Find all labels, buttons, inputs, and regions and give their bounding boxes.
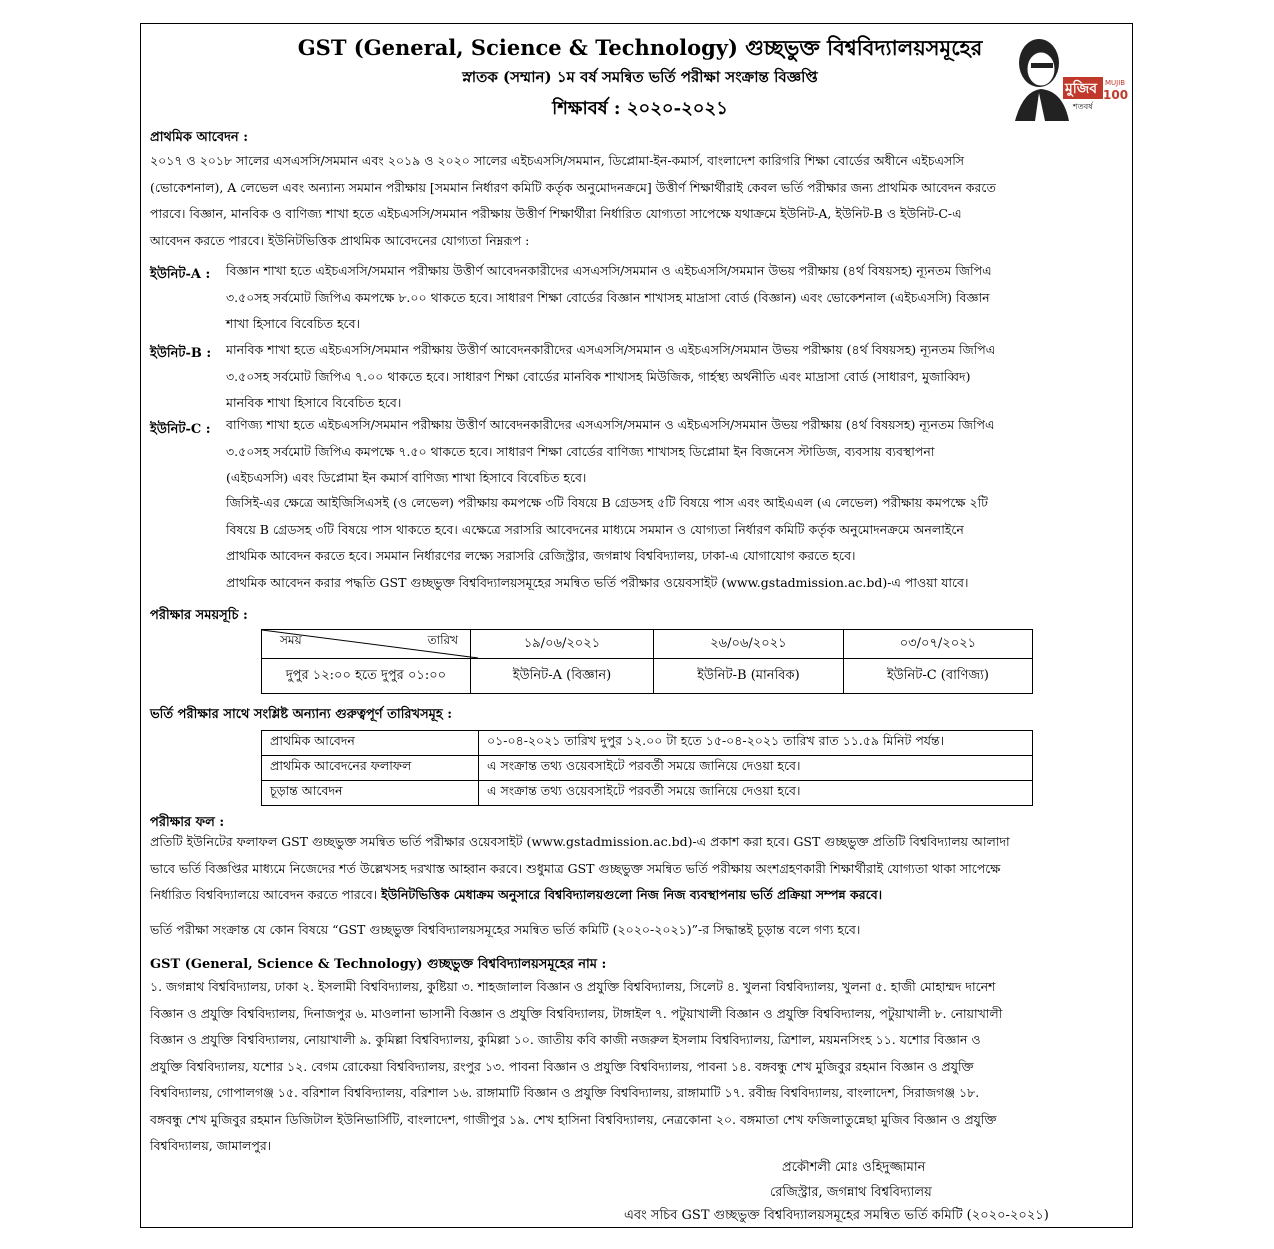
prelim-line: ২০১৭ ও ২০১৮ সালের এসএসসি/সমমান এবং ২০১৯ ও ২০২০ সালের এইচএসসি/সমমান, ডিপ্লোমা-ইন-কমার্স, বাংলাদেশ কারিগরি শিক্ষা বোর্ডের অধীনে এইচএসসি — [150, 153, 965, 168]
signatory-role: এবং সচিব GST গুচ্ছভুক্ত বিশ্ববিদ্যালয়সমূহের সমন্বিত ভর্তি কমিটি (২০২০-২০২১) — [624, 1208, 1049, 1223]
important-dates-heading: ভর্তি পরীক্ষার সাথে সংশ্লিষ্ট অন্যান্য গুরুত্বপূর্ণ তারিখসমূহ : — [150, 707, 453, 722]
schedule-corner-cell — [262, 630, 471, 659]
committee-decision: ভর্তি পরীক্ষা সংক্রান্ত যে কোন বিষয়ে “GST গুচ্ছভুক্ত বিশ্ববিদ্যালয়সমূহের সমন্বিত ভর্তি কমিটি (২০২০-২০২১)”-র সিদ্ধান্তই চূড়ান্ত বলে গণ্য হবে। — [150, 922, 861, 937]
university-line: বিশ্ববিদ্যালয়, গোপালগঞ্জ ১৫. বরিশাল বিশ্ববিদ্যালয়, বরিশাল ১৬. রাঙ্গামাটি বিজ্ঞান ও প্রযুক্তি বিশ্ববিদ্যালয়, রাঙ্গামাটি ১৭. রবীন্দ্র বিশ্ববিদ্যালয়, বাংলাদেশ, সিরাজগঞ্জ ১৮. — [150, 1085, 980, 1100]
universities-heading: GST (General, Science & Technology) গুচ্ছভুক্ত বিশ্ববিদ্যালয়সমূহের নাম : — [150, 957, 607, 972]
schedule-unit: ইউনিট-B (মানবিক) — [653, 659, 843, 694]
important-label: চূড়ান্ত আবেদন — [262, 781, 479, 806]
unit-a-label: ইউনিট-A : — [150, 267, 211, 282]
gce-line: বিষয়ে B গ্রেডসহ ৩টি বিষয়ে পাস থাকতে হবে। এক্ষেত্রে সরাসরি আবেদনের মাধ্যমে সমমান ও যোগ্যতা নির্ধারণ কমিটি কর্তৃক অনুমোদনক্রমে অনলাইনে — [226, 521, 964, 537]
svg-text:শতবর্ষ: শতবর্ষ — [1073, 102, 1093, 111]
important-label: প্রাথমিক আবেদনের ফলাফল — [262, 756, 479, 781]
result-line: ভাবে ভর্তি বিজ্ঞপ্তির মাধ্যমে নিজেদের শর্ত উল্লেখসহ দরখাস্ত আহ্বান করবে। শুধুমাত্র GST গুচ্ছভুক্ত সমন্বিত ভর্তি পরীক্ষায় অংশগ্রহণকারী শিক্ষার্থীরাই যোগ্যতা থাকা সাপেক্ষে — [150, 860, 1001, 876]
unit-a-line: শাখা হিসাবে বিবেচিত হবে। — [226, 316, 361, 331]
notice-title: GST (General, Science & Technology) গুচ্ছভুক্ত বিশ্ববিদ্যালয়সমূহের — [297, 35, 983, 60]
unit-b-line: ৩.৫০সহ সর্বমোট জিপিএ ৭.০০ থাকতে হবে। সাধারণ শিক্ষা বোর্ডের মানবিক শাখাসহ মিউজিক, গার্হস্থ্য অর্থনীতি এবং মাদ্রাসা বোর্ড (সাধারণ, মুজাব্বিদ) — [226, 368, 971, 384]
corner-date-label: তারিখ — [427, 633, 458, 647]
result-line: প্রতিটি ইউনিটের ফলাফল GST গুচ্ছভুক্ত সমন্বিত ভর্তি পরীক্ষার ওয়েবসাইট (www.gstadmission.ac.bd)-এ প্রকাশ করা হবে। GST গুচ্ছভুক্ত প্রতিটি বিশ্ববিদ্যালয় আলাদা — [150, 834, 1010, 849]
gce-paragraph — [226, 490, 1126, 596]
gce-line: জিসিই-এর ক্ষেত্রে আইজিসিএসই (ও লেভেল) পরীক্ষায় কমপক্ষে ৩টি বিষয়ে B গ্রেডসহ ৫টি বিষয়ে পাস এবং আইএএল (এ লেভেল) পরীক্ষায় কমপক্ষে ২টি — [226, 495, 988, 510]
university-line: বিজ্ঞান ও প্রযুক্তি বিশ্ববিদ্যালয়, দিনাজপুর ৬. মাওলানা ভাসানী বিজ্ঞান ও প্রযুক্তি বিশ্ববিদ্যালয়, টাঙ্গাইল ৭. পটুয়াখালী বিজ্ঞান ও প্রযুক্তি বিশ্ববিদ্যালয়, পটুয়াখালী ৮. নোয়াখালী — [150, 1005, 1003, 1021]
unit-c-line: বাণিজ্য শাখা হতে এইচএসসি/সমমান পরীক্ষায় উত্তীর্ণ আবেদনকারীদের এসএসসি/সমমান ও এইচএসসি/সমমান উভয় পরীক্ষায় (৪র্থ বিষয়সহ) ন্যূনতম জিপিএ — [226, 417, 995, 432]
university-line: বঙ্গবন্ধু শেখ মুজিবুর রহমান ডিজিটাল ইউনিভার্সিটি, বাংলাদেশ, গাজীপুর ১৯. শেখ হাসিনা বিশ্ববিদ্যালয়, নেত্রকোনা ২০. বঙ্গমাতা শেখ ফজিলাতুন্নেছা মুজিব বিজ্ঞান ও প্রযুক্তি — [150, 1111, 997, 1127]
signatory-name: প্রকৌশলী মোঃ ওহিদুজ্জামান — [782, 1160, 926, 1175]
notice-subtitle: স্নাতক (সম্মান) ১ম বর্ষ সমন্বিত ভর্তি পরীক্ষা সংক্রান্ত বিজ্ঞপ্তি — [462, 68, 818, 86]
important-label: প্রাথমিক আবেদন — [262, 731, 479, 756]
university-line: ১. জগন্নাথ বিশ্ববিদ্যালয়, ঢাকা ২. ইসলামী বিশ্ববিদ্যালয়, কুষ্টিয়া ৩. শাহজালাল বিজ্ঞান ও প্রযুক্তি বিশ্ববিদ্যালয়, সিলেট ৪. খুলনা বিশ্ববিদ্যালয়, খুলনা ৫. হাজী মোহাম্মদ দানেশ — [150, 979, 996, 994]
unit-b-line: মানবিক শাখা হতে এইচএসসি/সমমান পরীক্ষায় উত্তীর্ণ আবেদনকারীদের এসএসসি/সমমান ও এইচএসসি/সমমান উভয় পরীক্ষায় (৪র্থ বিষয়সহ) ন্যূনতম জিপিএ — [226, 342, 996, 357]
unit-c-label: ইউনিট-C : — [150, 422, 211, 437]
result-text: নির্ধারিত বিশ্ববিদ্যালয়ে আবেদন করতে পারবে। — [150, 887, 382, 902]
svg-text:MUJIB: MUJIB — [1105, 79, 1126, 87]
svg-text:100: 100 — [1103, 88, 1129, 102]
universities-list — [150, 974, 1126, 1160]
important-value: এ সংক্রান্ত তথ্য ওয়েবসাইটে পরবর্তী সময়ে জানিয়ে দেওয়া হবে। — [479, 756, 1033, 781]
important-value: ০১-০৪-২০২১ তারিখ দুপুর ১২.০০ টা হতে ১৫-০৪-২০২১ তারিখ রাত ১১.৫৯ মিনিট পর্যন্ত। — [479, 731, 1033, 756]
university-line: বিশ্ববিদ্যালয়, জামালপুর। — [150, 1138, 272, 1153]
gce-line: প্রাথমিক আবেদন করতে হবে। সমমান নির্ধারণের লক্ষ্যে সরাসরি রেজিস্ট্রার, জগন্নাথ বিশ্ববিদ্যালয়, ঢাকা-এ যোগাযোগ করতে হবে। — [226, 548, 856, 563]
unit-c-line: ৩.৫০সহ সর্বমোট জিপিএ কমপক্ষে ৭.৫০ থাকতে হবে। সাধারণ শিক্ষা বোর্ডের বাণিজ্য শাখাসহ ডিপ্লোমা ইন বিজনেস স্টাডিজ, ব্যবসায় ব্যবস্থাপনা — [226, 443, 935, 459]
university-line: বিজ্ঞান ও প্রযুক্তি বিশ্ববিদ্যালয়, নোয়াখালী ৯. কুমিল্লা বিশ্ববিদ্যালয়, কুমিল্লা ১০. জাতীয় কবি কাজী নজরুল ইসলাম বিশ্ববিদ্যালয়, ত্রিশাল, ময়মনসিংহ ১১. যশোর বিজ্ঞান ও — [150, 1032, 981, 1047]
signatory-title: রেজিস্ট্রার, জগন্নাথ বিশ্ববিদ্যালয় — [770, 1185, 932, 1200]
unit-b-text — [226, 337, 1126, 417]
unit-b-label: ইউনিট-B : — [150, 346, 212, 361]
schedule-heading: পরীক্ষার সময়সূচি : — [150, 608, 248, 623]
result-line-last — [150, 882, 1126, 909]
result-emphasis: ইউনিটভিত্তিক মেধাক্রম অনুসারে বিশ্ববিদ্যালয়গুলো নিজ নিজ ব্যবস্থাপনায় ভর্তি প্রক্রিয়া সম্পন্ন করবে। — [381, 887, 883, 902]
application-method: প্রাথমিক আবেদন করার পদ্ধতি GST গুচ্ছভুক্ত বিশ্ববিদ্যালয়সমূহের সমন্বিত ভর্তি পরীক্ষার ওয়েবসাইট (www.gstadmission.ac.bd)-এ পাওয়া যাবে। — [226, 574, 969, 590]
schedule-unit: ইউনিট-A (বিজ্ঞান) — [471, 659, 654, 694]
prelim-heading: প্রাথমিক আবেদন : — [150, 130, 248, 145]
academic-session: শিক্ষাবর্ষ : ২০২০-২০২১ — [552, 98, 728, 119]
portrait-icon — [1015, 39, 1069, 121]
corner-time-label: সময় — [280, 633, 302, 647]
unit-a-text — [226, 258, 1126, 338]
prelim-line: পারবে। বিজ্ঞান, মানবিক ও বাণিজ্য শাখা হতে এইচএসসি/সমমান পরীক্ষায় উত্তীর্ণ শিক্ষার্থীরা নির্ধারিত যোগ্যতা সাপেক্ষে যথাক্রমে ইউনিট-A, ইউনিট-B ও ইউনিট-C-এ — [150, 206, 962, 221]
schedule-date: ২৬/০৬/২০২১ — [653, 630, 843, 659]
schedule-table — [261, 629, 1033, 694]
prelim-line: আবেদন করতে পারবে। ইউনিটভিত্তিক প্রাথমিক আবেদনের যোগ্যতা নিম্নরূপ : — [150, 232, 530, 248]
svg-text:মুজিব: মুজিব — [1065, 81, 1098, 97]
prelim-line: (ভোকেশনাল), A লেভেল এবং অন্যান্য সমমান পরীক্ষায় [সমমান নির্ধারণ কমিটি কর্তৃক অনুমোদনক্রমে] উত্তীর্ণ শিক্ষার্থীরাই কেবল ভর্তি পরীক্ষার জন্য প্রাথমিক আবেদন করতে — [150, 179, 996, 195]
unit-c-line: (এইচএসসি) এবং ডিপ্লোমা ইন কমার্স বাণিজ্য শাখা হিসাবে বিবেচিত হবে। — [226, 470, 587, 485]
university-line: প্রযুক্তি বিশ্ববিদ্যালয়, যশোর ১২. বেগম রোকেয়া বিশ্ববিদ্যালয়, রংপুর ১৩. পাবনা বিজ্ঞান ও প্রযুক্তি বিশ্ববিদ্যালয়, পাবনা ১৪. বঙ্গবন্ধু শেখ মুজিবুর রহমান বিজ্ঞান ও প্রযুক্তি — [150, 1058, 974, 1074]
prelim-paragraph — [150, 148, 1126, 254]
important-value: এ সংক্রান্ত তথ্য ওয়েবসাইটে পরবর্তী সময়ে জানিয়ে দেওয়া হবে। — [479, 781, 1033, 806]
unit-b-line: মানবিক শাখা হিসাবে বিবেচিত হবে। — [226, 395, 402, 410]
schedule-date: ০৩/০৭/২০২১ — [843, 630, 1032, 659]
schedule-time: দুপুর ১২:০০ হতে দুপুর ০১:০০ — [262, 659, 471, 694]
unit-c-text — [226, 412, 1126, 492]
schedule-unit: ইউনিট-C (বাণিজ্য) — [843, 659, 1032, 694]
mujib-100-logo — [1001, 33, 1129, 121]
unit-a-line: বিজ্ঞান শাখা হতে এইচএসসি/সমমান পরীক্ষায় উত্তীর্ণ আবেদনকারীদের এসএসসি/সমমান ও এইচএসসি/সমমান উভয় পরীক্ষায় (৪র্থ বিষয়সহ) ন্যূনতম জিপিএ — [226, 263, 992, 278]
important-dates-table — [261, 730, 1033, 806]
unit-a-line: ৩.৫০সহ সর্বমোট জিপিএ কমপক্ষে ৮.০০ থাকতে হবে। সাধারণ শিক্ষা বোর্ডের বিজ্ঞান শাখাসহ মাদ্রাসা বোর্ড (বিজ্ঞান) এবং ভোকেশনাল (এইচএসসি) বিজ্ঞান — [226, 289, 990, 305]
schedule-date: ১৯/০৬/২০২১ — [471, 630, 654, 659]
result-heading: পরীক্ষার ফল : — [150, 815, 225, 830]
result-paragraph — [150, 829, 1126, 909]
